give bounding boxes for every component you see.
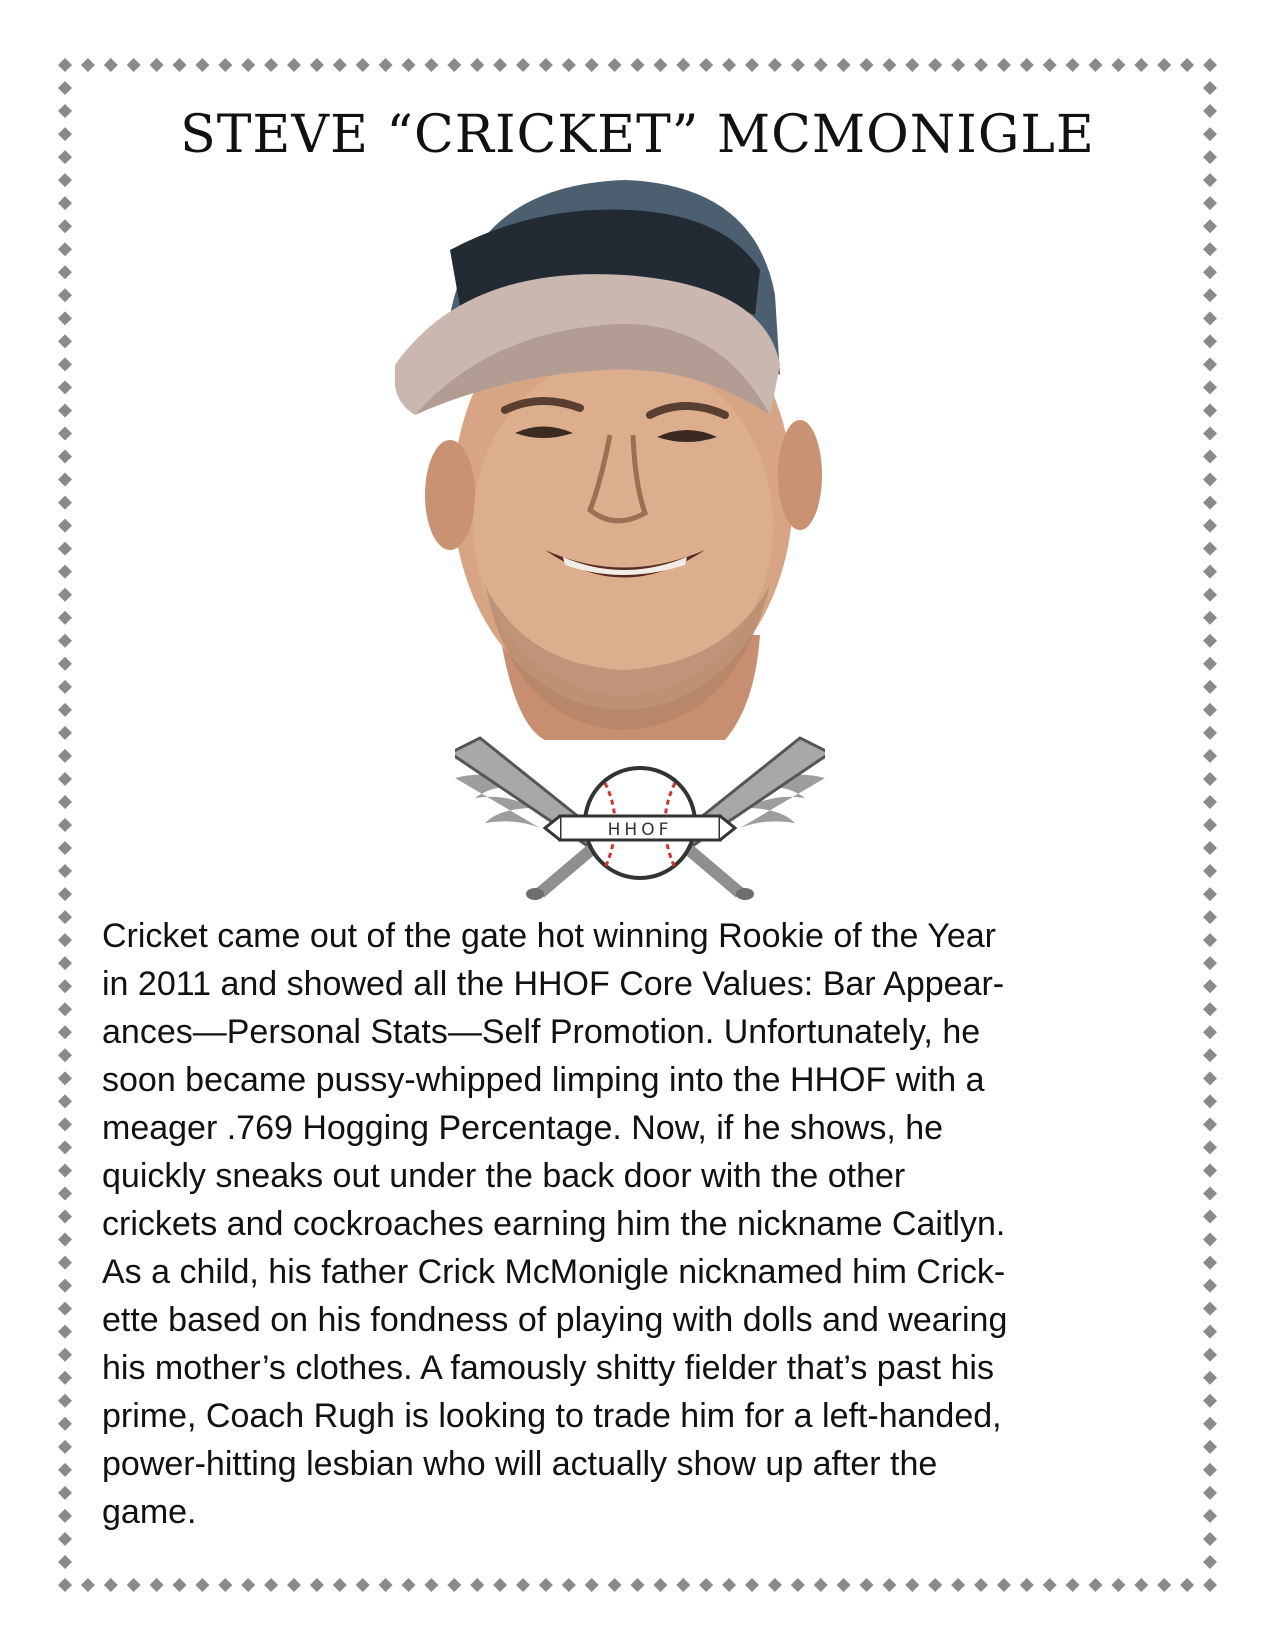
border-diamond	[58, 749, 72, 763]
border-diamond	[58, 1417, 72, 1431]
border-diamond	[58, 150, 72, 164]
border-diamond	[1203, 1048, 1217, 1062]
border-diamond	[1203, 334, 1217, 348]
border-diamond	[58, 887, 72, 901]
border-diamond	[58, 81, 72, 95]
bio-line: crickets and cockroaches earning him the nickname Caitlyn.	[102, 1205, 1006, 1243]
border-diamond	[173, 58, 187, 72]
border-diamond	[58, 1233, 72, 1247]
border-diamond	[1203, 288, 1217, 302]
logo-text: HHOF	[607, 820, 673, 840]
border-diamond	[58, 403, 72, 417]
border-diamond	[447, 1578, 461, 1592]
border-diamond	[791, 58, 805, 72]
border-diamond	[58, 565, 72, 579]
border-diamond	[1203, 1186, 1217, 1200]
border-diamond	[287, 58, 301, 72]
border-diamond	[1203, 1025, 1217, 1039]
border-diamond	[58, 1578, 72, 1592]
border-diamond	[653, 58, 667, 72]
border-diamond	[1203, 1002, 1217, 1016]
border-diamond	[58, 1440, 72, 1454]
border-diamond	[127, 58, 141, 72]
border-diamond	[585, 58, 599, 72]
border-diamond	[1203, 380, 1217, 394]
bio-line: Cricket came out of the gate hot winning Rookie of the Year	[102, 917, 996, 955]
border-diamond	[58, 1071, 72, 1085]
border-diamond	[58, 1048, 72, 1062]
border-diamond	[1203, 795, 1217, 809]
border-diamond	[58, 1532, 72, 1546]
border-diamond	[1203, 496, 1217, 510]
border-diamond	[722, 58, 736, 72]
border-diamond	[58, 127, 72, 141]
border-diamond	[1203, 1256, 1217, 1270]
border-diamond	[447, 58, 461, 72]
border-diamond	[1203, 542, 1217, 556]
border-diamond	[58, 1394, 72, 1408]
border-diamond	[1203, 265, 1217, 279]
border-diamond	[1203, 887, 1217, 901]
border-diamond	[173, 1578, 187, 1592]
border-diamond	[882, 1578, 896, 1592]
border-diamond	[58, 542, 72, 556]
border-diamond	[1134, 1578, 1148, 1592]
border-diamond	[974, 1578, 988, 1592]
border-diamond	[58, 841, 72, 855]
border-diamond	[1203, 933, 1217, 947]
border-diamond	[1203, 1509, 1217, 1523]
border-diamond	[58, 426, 72, 440]
border-diamond	[1043, 58, 1057, 72]
border-diamond	[1203, 680, 1217, 694]
border-diamond	[1203, 1140, 1217, 1154]
border-diamond	[58, 1463, 72, 1477]
border-diamond	[402, 58, 416, 72]
border-diamond	[287, 1578, 301, 1592]
border-diamond	[768, 58, 782, 72]
border-diamond	[882, 58, 896, 72]
border-diamond	[928, 1578, 942, 1592]
border-diamond	[58, 864, 72, 878]
border-diamond	[58, 473, 72, 487]
border-diamond	[58, 219, 72, 233]
border-diamond	[1180, 58, 1194, 72]
border-diamond	[58, 1094, 72, 1108]
border-diamond	[1203, 127, 1217, 141]
border-diamond	[1203, 1463, 1217, 1477]
border-diamond	[1203, 519, 1217, 533]
border-diamond	[58, 288, 72, 302]
bio-line: ette based on his fondness of playing with dolls and wearing	[102, 1301, 1008, 1339]
border-diamond	[58, 703, 72, 717]
border-diamond	[1203, 864, 1217, 878]
border-diamond	[356, 1578, 370, 1592]
border-diamond	[837, 58, 851, 72]
border-diamond	[516, 58, 530, 72]
border-diamond	[1203, 841, 1217, 855]
page-title: STEVE “CRICKET” MCMONIGLE	[180, 105, 1095, 165]
border-diamond	[333, 1578, 347, 1592]
border-diamond	[1203, 1440, 1217, 1454]
border-diamond	[631, 1578, 645, 1592]
border-diamond	[424, 1578, 438, 1592]
border-diamond	[562, 1578, 576, 1592]
border-diamond	[58, 519, 72, 533]
border-diamond	[470, 1578, 484, 1592]
border-diamond	[58, 680, 72, 694]
border-diamond	[562, 58, 576, 72]
border-diamond	[264, 58, 278, 72]
border-diamond	[1020, 58, 1034, 72]
bio-line: game.	[102, 1493, 197, 1531]
border-diamond	[58, 1348, 72, 1362]
border-diamond	[356, 58, 370, 72]
border-diamond	[1203, 772, 1217, 786]
border-diamond	[58, 818, 72, 832]
border-diamond	[58, 588, 72, 602]
border-diamond	[1203, 703, 1217, 717]
border-diamond	[58, 311, 72, 325]
border-diamond	[150, 58, 164, 72]
border-diamond	[768, 1578, 782, 1592]
border-diamond	[1111, 1578, 1125, 1592]
border-diamond	[1180, 1578, 1194, 1592]
border-diamond	[1020, 1578, 1034, 1592]
border-diamond	[58, 104, 72, 118]
border-diamond	[699, 1578, 713, 1592]
border-diamond	[1203, 1578, 1217, 1592]
border-diamond	[58, 1279, 72, 1293]
border-diamond	[58, 1325, 72, 1339]
border-diamond	[1203, 426, 1217, 440]
border-diamond	[1157, 58, 1171, 72]
bio-line: soon became pussy-whipped limping into the HHOF with a	[102, 1061, 985, 1099]
border-diamond	[1089, 58, 1103, 72]
border-diamond	[58, 1163, 72, 1177]
border-diamond	[1203, 1394, 1217, 1408]
border-diamond	[745, 58, 759, 72]
border-diamond	[58, 657, 72, 671]
border-diamond	[905, 1578, 919, 1592]
border-diamond	[127, 1578, 141, 1592]
border-diamond	[58, 979, 72, 993]
border-diamond	[1203, 403, 1217, 417]
border-diamond	[424, 58, 438, 72]
border-diamond	[310, 1578, 324, 1592]
border-diamond	[58, 1025, 72, 1039]
border-diamond	[539, 58, 553, 72]
border-diamond	[58, 334, 72, 348]
player-portrait	[395, 165, 850, 740]
border-diamond	[997, 1578, 1011, 1592]
border-diamond	[1203, 1555, 1217, 1569]
border-diamond	[1203, 473, 1217, 487]
border-diamond	[1203, 657, 1217, 671]
border-diamond	[195, 1578, 209, 1592]
border-diamond	[837, 1578, 851, 1592]
border-diamond	[905, 58, 919, 72]
border-diamond	[58, 1371, 72, 1385]
border-diamond	[1203, 173, 1217, 187]
border-diamond	[58, 910, 72, 924]
border-diamond	[333, 58, 347, 72]
border-diamond	[1203, 726, 1217, 740]
border-diamond	[241, 1578, 255, 1592]
border-diamond	[58, 58, 72, 72]
border-diamond	[58, 772, 72, 786]
border-diamond	[195, 58, 209, 72]
border-diamond	[58, 1117, 72, 1131]
border-diamond	[218, 58, 232, 72]
border-diamond	[1203, 634, 1217, 648]
border-diamond	[539, 1578, 553, 1592]
border-diamond	[58, 611, 72, 625]
border-diamond	[1066, 58, 1080, 72]
border-diamond	[150, 1578, 164, 1592]
border-diamond	[1203, 1348, 1217, 1362]
border-diamond	[608, 1578, 622, 1592]
border-diamond	[722, 1578, 736, 1592]
border-diamond	[699, 58, 713, 72]
border-diamond	[58, 357, 72, 371]
border-diamond	[379, 58, 393, 72]
border-diamond	[1043, 1578, 1057, 1592]
bio-line: quickly sneaks out under the back door with the other	[102, 1157, 906, 1195]
border-diamond	[1203, 1163, 1217, 1177]
border-diamond	[860, 58, 874, 72]
border-diamond	[1203, 1279, 1217, 1293]
border-diamond	[58, 1509, 72, 1523]
bio-line: prime, Coach Rugh is looking to trade him for a left-handed,	[102, 1397, 1002, 1435]
border-diamond	[1203, 1371, 1217, 1385]
border-diamond	[1203, 818, 1217, 832]
border-diamond	[1203, 611, 1217, 625]
border-diamond	[58, 1555, 72, 1569]
border-diamond	[1203, 1532, 1217, 1546]
border-diamond	[58, 196, 72, 210]
border-diamond	[1066, 1578, 1080, 1592]
border-diamond	[58, 1486, 72, 1500]
border-diamond	[81, 58, 95, 72]
border-diamond	[470, 58, 484, 72]
bio-line: ances—Personal Stats—Self Promotion. Unfortunately, he	[102, 1013, 981, 1051]
bio-line: meager .769 Hogging Percentage. Now, if he shows, he	[102, 1109, 944, 1147]
border-diamond	[1203, 150, 1217, 164]
border-diamond	[608, 58, 622, 72]
border-diamond	[264, 1578, 278, 1592]
border-diamond	[58, 380, 72, 394]
border-diamond	[1203, 1210, 1217, 1224]
border-diamond	[1203, 1233, 1217, 1247]
border-diamond	[1134, 58, 1148, 72]
border-diamond	[860, 1578, 874, 1592]
bio-line: in 2011 and showed all the HHOF Core Values: Bar Appear-	[102, 965, 1005, 1003]
border-diamond	[58, 1210, 72, 1224]
border-diamond	[104, 58, 118, 72]
border-diamond	[1089, 1578, 1103, 1592]
border-diamond	[58, 496, 72, 510]
border-diamond	[58, 634, 72, 648]
border-diamond	[310, 58, 324, 72]
border-diamond	[58, 173, 72, 187]
border-diamond	[631, 58, 645, 72]
border-diamond	[81, 1578, 95, 1592]
border-diamond	[1203, 1071, 1217, 1085]
border-diamond	[1203, 1117, 1217, 1131]
border-diamond	[585, 1578, 599, 1592]
border-diamond	[493, 1578, 507, 1592]
border-diamond	[402, 1578, 416, 1592]
border-diamond	[58, 1140, 72, 1154]
border-diamond	[1203, 357, 1217, 371]
border-diamond	[1203, 956, 1217, 970]
border-diamond	[1203, 196, 1217, 210]
border-diamond	[1203, 81, 1217, 95]
border-diamond	[58, 242, 72, 256]
border-diamond	[218, 1578, 232, 1592]
border-diamond	[676, 58, 690, 72]
bio-line: power-hitting lesbian who will actually show up after the	[102, 1445, 938, 1483]
border-diamond	[1203, 588, 1217, 602]
border-diamond	[1203, 1417, 1217, 1431]
border-diamond	[104, 1578, 118, 1592]
border-diamond	[1203, 104, 1217, 118]
border-diamond	[1111, 58, 1125, 72]
border-diamond	[493, 58, 507, 72]
border-diamond	[58, 1186, 72, 1200]
border-diamond	[1203, 450, 1217, 464]
hhof-logo	[455, 728, 825, 903]
border-diamond	[745, 1578, 759, 1592]
border-diamond	[1203, 565, 1217, 579]
border-diamond	[1203, 1302, 1217, 1316]
border-diamond	[1203, 1486, 1217, 1500]
border-diamond	[58, 450, 72, 464]
player-bio	[102, 912, 1182, 1536]
border-diamond	[58, 1002, 72, 1016]
border-diamond	[814, 1578, 828, 1592]
border-diamond	[379, 1578, 393, 1592]
border-diamond	[1203, 910, 1217, 924]
border-diamond	[58, 933, 72, 947]
border-diamond	[951, 1578, 965, 1592]
border-diamond	[58, 1302, 72, 1316]
border-diamond	[1203, 1325, 1217, 1339]
border-diamond	[791, 1578, 805, 1592]
border-diamond	[1157, 1578, 1171, 1592]
border-diamond	[1203, 1094, 1217, 1108]
border-diamond	[1203, 58, 1217, 72]
border-diamond	[951, 58, 965, 72]
border-diamond	[1203, 749, 1217, 763]
border-diamond	[997, 58, 1011, 72]
border-diamond	[58, 795, 72, 809]
border-diamond	[676, 1578, 690, 1592]
border-diamond	[516, 1578, 530, 1592]
bio-line: As a child, his father Crick McMonigle nicknamed him Crick-	[102, 1253, 1006, 1291]
border-diamond	[1203, 242, 1217, 256]
border-diamond	[974, 58, 988, 72]
border-diamond	[58, 265, 72, 279]
border-diamond	[928, 58, 942, 72]
border-diamond	[1203, 311, 1217, 325]
border-diamond	[1203, 219, 1217, 233]
border-diamond	[58, 1256, 72, 1270]
border-diamond	[241, 58, 255, 72]
border-diamond	[653, 1578, 667, 1592]
border-diamond	[58, 956, 72, 970]
bio-line: his mother’s clothes. A famously shitty fielder that’s past his	[102, 1349, 994, 1387]
border-diamond	[814, 58, 828, 72]
border-diamond	[1203, 979, 1217, 993]
border-diamond	[58, 726, 72, 740]
